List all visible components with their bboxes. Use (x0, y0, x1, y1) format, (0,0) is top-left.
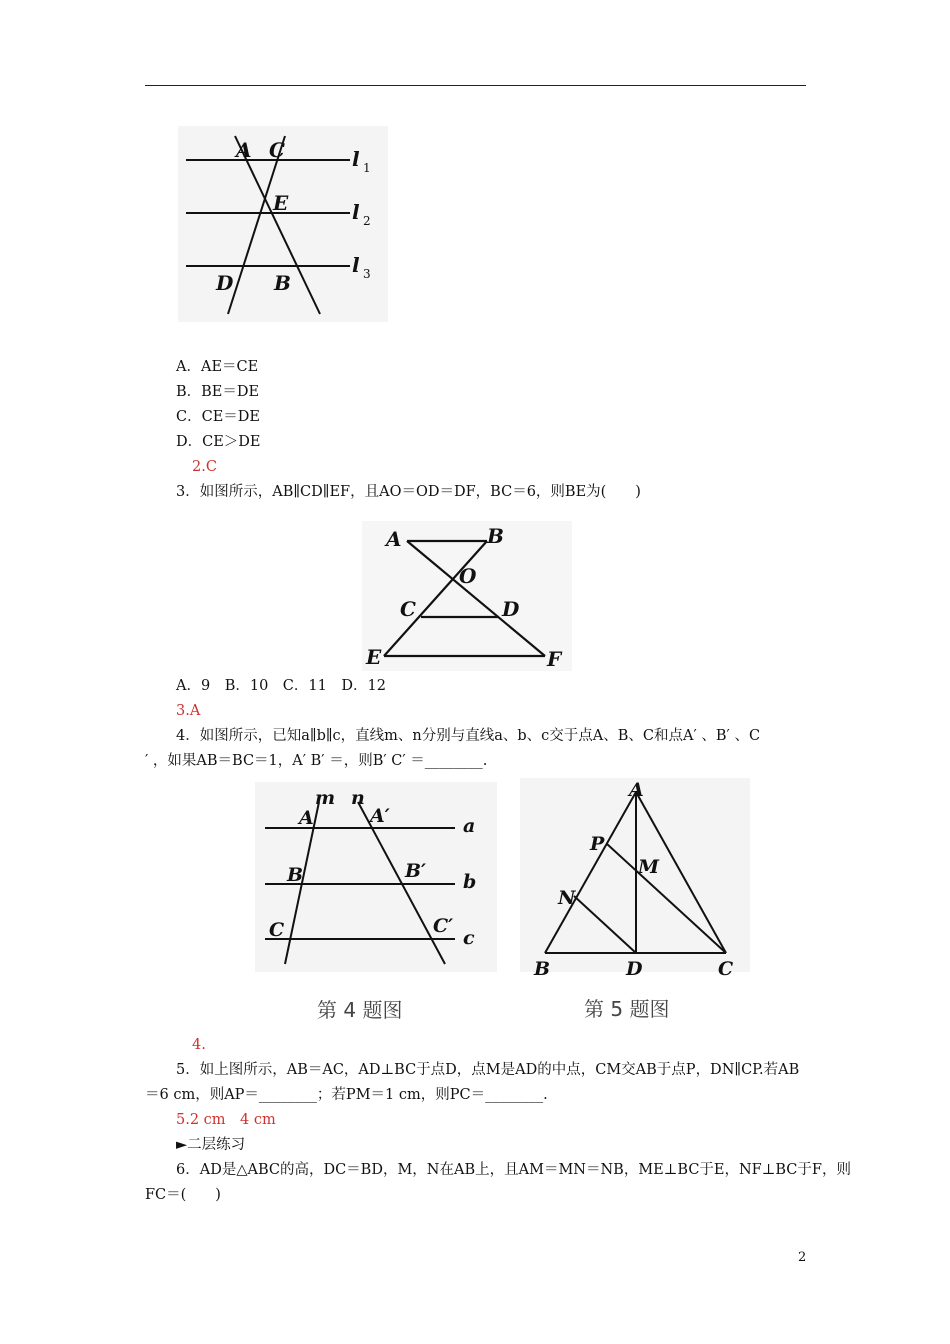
q3-options: A．9 B．10 C．11 D．12 (176, 678, 386, 694)
label-F: F (547, 647, 562, 671)
label-D: D (502, 597, 520, 621)
label-C: C (269, 138, 285, 162)
header-rule (145, 85, 806, 86)
q3-stem: 3．如图所示，AB∥CD∥EF，且AO＝OD＝DF，BC＝6，则BE为( ) (176, 484, 641, 500)
q6-stem-line1: 6．AD是△ABC的高，DC＝BD，M，N在AB上，且AM＝MN＝NB，ME⊥BC于E，NF⊥BC于F，则 (176, 1162, 851, 1178)
label-c: c (463, 927, 475, 949)
q4-answer: 4. (192, 1037, 206, 1053)
label-l2: l (352, 200, 360, 224)
q2-option-d: D．CE＞DE (176, 434, 261, 450)
label-M: M (638, 856, 660, 878)
label-B: B (287, 864, 304, 886)
label-l2-sub: 2 (363, 214, 371, 228)
label-a: a (463, 815, 476, 837)
q3-answer: 3.A (176, 703, 201, 719)
label-n: n (351, 787, 365, 809)
label-O: O (459, 564, 477, 588)
label-l1: l (352, 147, 360, 171)
label-b: b (463, 871, 477, 893)
q5-stem-line1: 5．如上图所示，AB＝AC，AD⊥BC于点D，点M是AD的中点，CM交AB于点P，DN∥CP.若AB (176, 1062, 800, 1078)
label-C: C (269, 919, 285, 941)
label-E: E (273, 191, 289, 215)
label-B: B (487, 524, 504, 548)
label-m: m (315, 787, 336, 809)
label-B: B (274, 271, 291, 295)
q5-stem-line2: ＝6 cm，则AP＝________；若PM＝1 cm，则PC＝________. (145, 1087, 548, 1103)
label-C: C (718, 958, 734, 980)
label-l3-sub: 3 (363, 267, 371, 281)
q4-stem-line1: 4．如图所示，已知a∥b∥c，直线m、n分别与直线a、b、c交于点A、B、C和点A′ 、B′ 、C (176, 728, 761, 744)
q2-option-a: A．AE＝CE (176, 359, 259, 375)
label-D: D (626, 958, 643, 980)
figure-5-caption: 第 5 题图 (584, 997, 670, 1021)
label-l1-sub: 1 (363, 161, 371, 175)
label-P: P (590, 833, 605, 855)
label-B-prime: B′ (405, 860, 427, 882)
q4-stem-line2: ′ ，如果AB＝BC＝1，A′ B′ ＝，则B′ C′ ＝________. (145, 753, 488, 769)
label-A-prime: A′ (370, 805, 390, 827)
figure-problem-4 (255, 782, 497, 1027)
label-N: N (558, 887, 576, 909)
page-number: 2 (798, 1250, 807, 1265)
q2-option-c: C．CE＝DE (176, 409, 260, 425)
section-heading: ►二层练习 (176, 1137, 246, 1153)
label-C: C (400, 597, 416, 621)
q2-option-b: B．BE＝DE (176, 384, 260, 400)
figure-problem-5 (520, 778, 750, 1027)
label-l3: l (352, 253, 360, 277)
label-A: A (629, 779, 644, 801)
q5-answer: 5.2 cm 4 cm (176, 1112, 276, 1128)
label-A: A (386, 527, 402, 551)
label-E: E (366, 645, 382, 669)
label-B: B (534, 958, 551, 980)
label-A: A (236, 138, 252, 162)
figure-parallel-lines-1 (178, 126, 388, 322)
figure-4-caption: 第 4 题图 (317, 998, 403, 1022)
label-A: A (299, 807, 314, 829)
q6-stem-line2: FC＝( ) (145, 1187, 221, 1203)
label-C-prime: C′ (433, 915, 454, 937)
label-D: D (216, 271, 234, 295)
figure-hourglass (362, 521, 572, 671)
q2-answer: 2.C (192, 459, 217, 475)
